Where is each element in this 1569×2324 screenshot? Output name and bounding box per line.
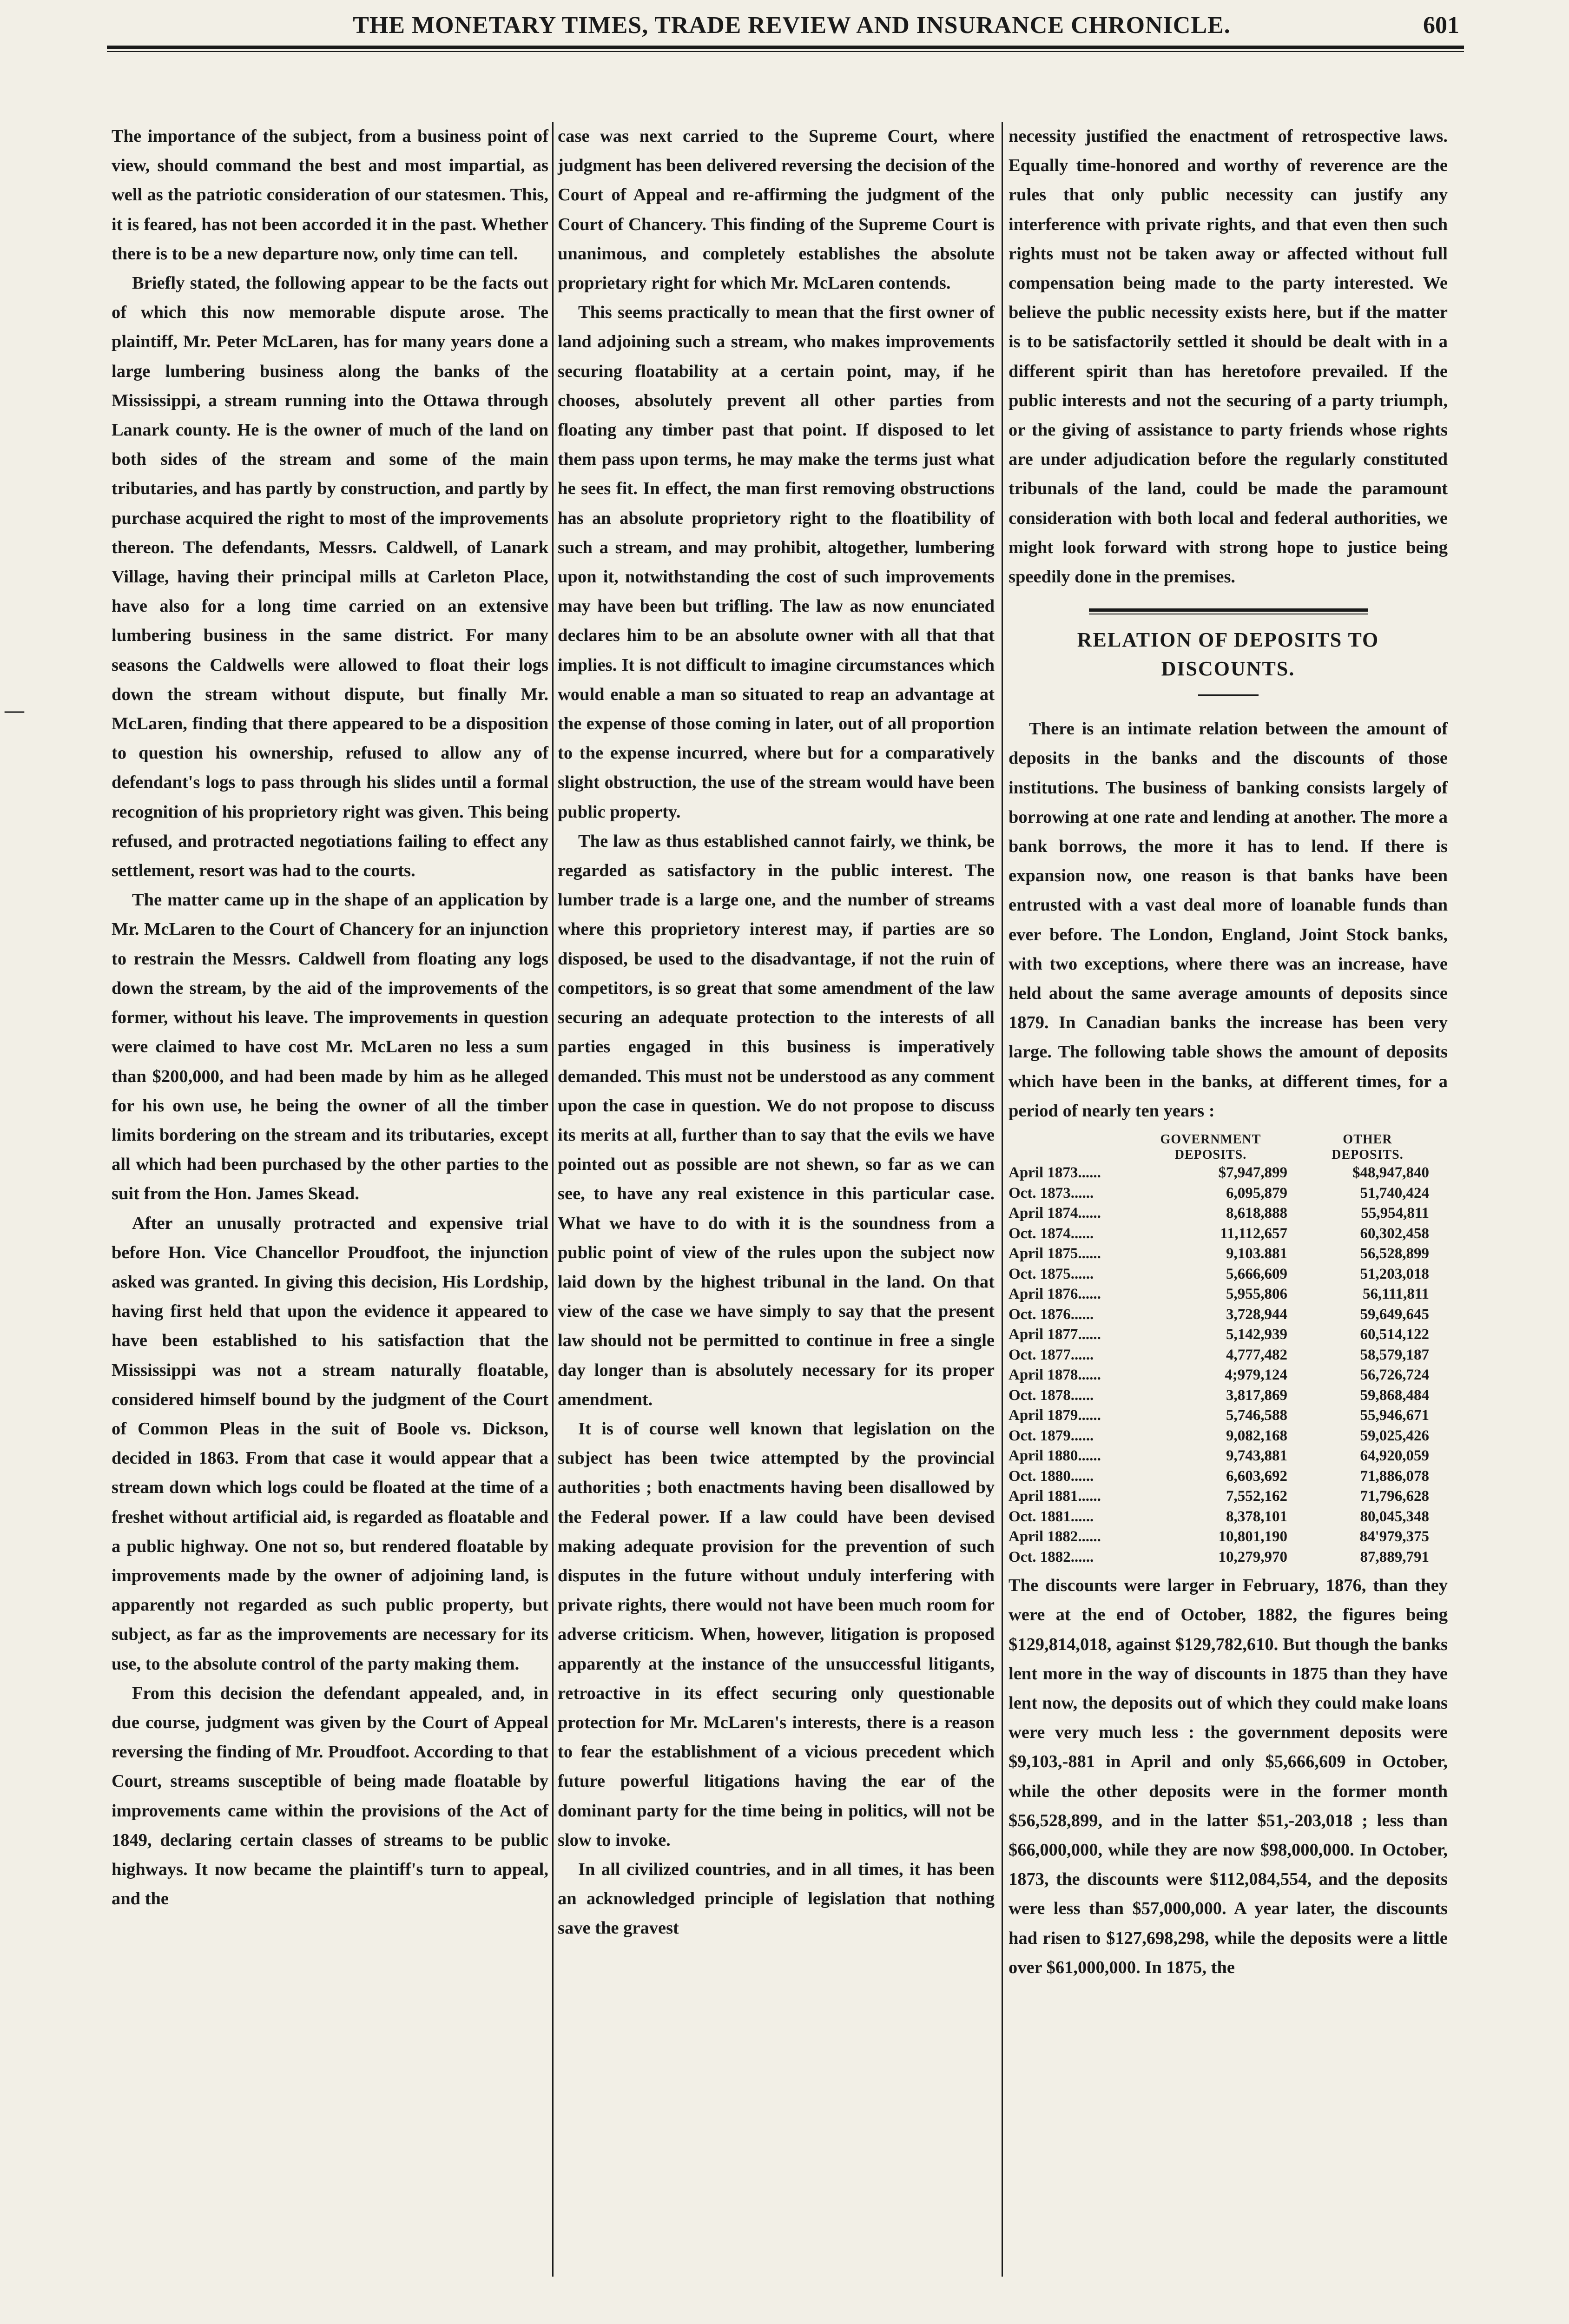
- table-row: [1009, 1446, 1448, 1466]
- deposits-table: [1009, 1131, 1448, 1567]
- table-row: [1009, 1325, 1448, 1345]
- other-deposits-cell: 60,302,458: [1360, 1225, 1429, 1242]
- table-row: [1009, 1365, 1448, 1386]
- period-cell: April 1875......: [1009, 1245, 1101, 1262]
- page-number: 601: [1423, 12, 1459, 39]
- header-line: OTHER: [1343, 1132, 1392, 1147]
- margin-mark: —: [5, 700, 24, 721]
- government-deposits-cell: 6,603,692: [1226, 1467, 1287, 1485]
- table-row: [1009, 1203, 1448, 1224]
- table-body: [1009, 1163, 1448, 1567]
- table-row: [1009, 1345, 1448, 1366]
- government-deposits-cell: 9,103.881: [1226, 1245, 1287, 1262]
- header-rule-thin: [107, 51, 1464, 52]
- table-row: [1009, 1527, 1448, 1547]
- section-rule: [1089, 608, 1368, 612]
- period-cell: Oct. 1879......: [1009, 1427, 1094, 1444]
- government-deposits-cell: 5,142,939: [1226, 1326, 1287, 1343]
- period-cell: Oct. 1880......: [1009, 1467, 1094, 1485]
- header-line: GOVERNMENT: [1160, 1132, 1261, 1147]
- government-deposits-cell: 8,378,101: [1226, 1508, 1287, 1525]
- period-cell: April 1878......: [1009, 1367, 1101, 1384]
- table-row: [1009, 1305, 1448, 1325]
- other-deposits-cell: 64,920,059: [1360, 1447, 1429, 1465]
- period-cell: April 1877......: [1009, 1326, 1101, 1343]
- column-divider: [552, 122, 554, 2277]
- table-row: [1009, 1386, 1448, 1406]
- table-row: [1009, 1507, 1448, 1527]
- government-deposits-cell: 10,801,190: [1218, 1528, 1287, 1545]
- other-deposits-cell: 56,111,811: [1362, 1286, 1429, 1303]
- paragraph: From this decision the defendant appealed, and, in due course, judgment was given by the Court of Appeal reversing the finding of Mr. Proudfoot. According to that Court, streams susceptible of being made floatable by improvements came within the provisions of the Act of 1849, declaring certain classes of streams to be public highways. It now became the plaintiff's turn to appeal, and the: [112, 1683, 548, 1909]
- government-deposits-cell: 4;979,124: [1225, 1367, 1287, 1384]
- other-deposits-cell: 87,889,791: [1360, 1548, 1429, 1565]
- other-deposits-cell: 56,528,899: [1360, 1245, 1429, 1262]
- column-middle: [558, 122, 995, 1943]
- paragraph: The matter came up in the shape of an application by Mr. McLaren to the Court of Chancery for an injunction to restrain the Messrs. Caldwell from floating any logs down the stream, by the aid of the improvements of the former, without his leave. The improvements in question were claimed to have cost Mr. McLaren no less a sum than $200,000, and had been made by him as he alleged for his own use, he being the owner of all the timber limits bordering on the stream and its tributaries, except all which had been purchased by the other parties to the suit from the Hon. James Skead.: [112, 890, 548, 1204]
- period-cell: Oct. 1875......: [1009, 1265, 1094, 1282]
- table-row: [1009, 1547, 1448, 1568]
- column-header-other: [1287, 1131, 1448, 1163]
- period-cell: April 1881......: [1009, 1488, 1101, 1505]
- government-deposits-cell: $7,947,899: [1218, 1164, 1287, 1182]
- title-underline: [1198, 694, 1259, 696]
- other-deposits-cell: 80,045,348: [1360, 1508, 1429, 1525]
- paragraph: There is an intimate relation between the amount of deposits in the banks and the discounts of those institutions. The business of banking consists largely of borrowing at one rate and lending at another. The more a bank borrows, the more it has to lend. If there is expansion now, one reason is that banks have been entrusted with a vast deal more of loanable funds than ever before. The London, England, Joint Stock banks, with two exceptions, where there was an increase, have held about the same average amounts of deposits since 1879. In Canadian banks the increase has been very large. The following table shows the amount of deposits which have been in the banks, at different times, for a period of nearly ten years :: [1009, 719, 1448, 1121]
- period-cell: April 1876......: [1009, 1286, 1101, 1303]
- government-deposits-cell: 5,666,609: [1226, 1265, 1287, 1282]
- table-row: [1009, 1163, 1448, 1183]
- column-divider: [1002, 122, 1003, 2277]
- paragraph: necessity justified the enactment of retrospective laws. Equally time-honored and worthy of reverence are the rules that only public necessity can justify any interference with private rights, and that even then such rights must not be taken away or affected without full compensation being made to the party interested. We believe the public necessity exists here, but if the matter is to be satisfactorily settled it should be dealt with in a different spirit than has heretofore prevailed. If the public interests and not the securing of a party triumph, or the giving of assistance to party friends whose rights are under adjudication before the regularly constituted tribunals of the land, could be made the paramount consideration with both local and federal authorities, we might look forward with strong hope to justice being speedily done in the premises.: [1009, 126, 1448, 587]
- section-title: [1009, 626, 1448, 683]
- other-deposits-cell: 51,203,018: [1360, 1265, 1429, 1282]
- other-deposits-cell: $48,947,840: [1352, 1164, 1429, 1182]
- other-deposits-cell: 56,726,724: [1360, 1367, 1429, 1384]
- other-deposits-cell: 59,868,484: [1360, 1386, 1429, 1404]
- government-deposits-cell: 10,279,970: [1218, 1548, 1287, 1565]
- period-cell: Oct. 1874......: [1009, 1225, 1094, 1242]
- table-row: [1009, 1183, 1448, 1204]
- government-deposits-cell: 9,082,168: [1226, 1427, 1287, 1444]
- period-cell: Oct. 1876......: [1009, 1306, 1094, 1323]
- period-cell: April 1873......: [1009, 1164, 1101, 1182]
- table-row: [1009, 1426, 1448, 1446]
- table-row: [1009, 1406, 1448, 1426]
- paragraph: The discounts were larger in February, 1876, than they were at the end of October, 1882, the figures being $129,814,018, against $129,782,610. But though the banks lent more in the way of discounts in 1875 than they have lent now, the deposits out of which they could make loans were very much less : the government deposits were $9,103,-881 in April and only $5,666,609 in October, while the other deposits were in the former month $56,528,899, and in the latter $51,-203,018 ; less than $66,000,000, while they are now $98,000,000. In October, 1873, the discounts were $112,084,554, and the deposits were less than $57,000,000. A year later, the discounts had risen to $127,698,298, while the deposits were a little over $61,000,000. In 1875, the: [1009, 1576, 1448, 1977]
- other-deposits-cell: 71,796,628: [1360, 1488, 1429, 1505]
- other-deposits-cell: 71,886,078: [1360, 1467, 1429, 1485]
- paragraph: This seems practically to mean that the first owner of land adjoining such a stream, who makes improvements securing floatability at a certain point, may, if he chooses, absolutely prevent all other parties from floating any timber past that point. If disposed to let them pass upon terms, he may make the terms just what he sees fit. In effect, the man first removing obstructions has an absolute proprietory right to the floatibility of such a stream, and may prohibit, altogether, lumbering upon it, notwithstanding the cost of such improvements may have been but trifling. The law as now enunciated declares him to be an absolute owner with all that that implies. It is not difficult to imagine circumstances which would enable a man so situated to reap an advantage at the expense of those coming in later, out of all proportion to the expense incurred, where but for a comparatively slight obstruction, the use of the stream would have been public property.: [558, 303, 995, 822]
- section-title-line: RELATION OF DEPOSITS TO: [1077, 628, 1379, 652]
- paragraph: case was next carried to the Supreme Court, where judgment has been delivered reversing the decision of the Court of Appeal and re-affirming the judgment of the Court of Chancery. This finding of the Supreme Court is unanimous, and completely establishes the absolute proprietary right for which Mr. McLaren contends.: [558, 126, 995, 293]
- government-deposits-cell: 7,552,162: [1226, 1488, 1287, 1505]
- table-row: [1009, 1466, 1448, 1487]
- other-deposits-cell: 55,954,811: [1361, 1205, 1429, 1222]
- period-cell: Oct. 1873......: [1009, 1184, 1094, 1202]
- other-deposits-cell: 60,514,122: [1360, 1326, 1429, 1343]
- other-deposits-cell: 58,579,187: [1360, 1346, 1429, 1363]
- table-row: [1009, 1264, 1448, 1285]
- column-header-government: [1134, 1131, 1287, 1163]
- paragraph: Briefly stated, the following appear to be the facts out of which this now memorable dispute arose. The plaintiff, Mr. Peter McLaren, has for many years done a large lumbering business along the banks of the Mississippi, a stream running into the Ottawa through Lanark county. He is the owner of much of the land on both sides of the stream and some of the main tributaries, and has partly by construction, and partly by purchase acquired the right to most of the improvements thereon. The defendants, Messrs. Caldwell, of Lanark Village, having their principal mills at Carleton Place, have also for a long time carried on an extensive lumbering business in the same district. For many seasons the Caldwells were allowed to float their logs down the stream without dispute, but finally Mr. McLaren, finding that there appeared to be a disposition to question his ownership, refused to allow any of defendant's logs to pass through his slides until a formal recognition of his proprietory right was given. This being refused, and protracted negotiations failing to effect any settlement, resort was had to the courts.: [112, 273, 548, 881]
- page-header: [109, 11, 1459, 39]
- other-deposits-cell: 55,946,671: [1360, 1407, 1429, 1424]
- period-cell: Oct. 1877......: [1009, 1346, 1094, 1363]
- table-row: [1009, 1224, 1448, 1244]
- table-header-row: [1009, 1131, 1448, 1163]
- period-cell: Oct. 1878......: [1009, 1386, 1094, 1404]
- government-deposits-cell: 9,743,881: [1226, 1447, 1287, 1465]
- table-row: [1009, 1284, 1448, 1305]
- government-deposits-cell: 11,112,657: [1220, 1225, 1287, 1242]
- government-deposits-cell: 3,728,944: [1226, 1306, 1287, 1323]
- header-line: DEPOSITS.: [1174, 1148, 1247, 1162]
- government-deposits-cell: 3,817,869: [1226, 1386, 1287, 1404]
- table-row: [1009, 1244, 1448, 1264]
- column-left: [112, 122, 548, 1914]
- header-title: THE MONETARY TIMES, TRADE REVIEW AND INSURANCE CHRONICLE.: [353, 12, 1231, 39]
- paragraph: In all civilized countries, and in all times, it has been an acknowledged principle of legislation that nothing save the gravest: [558, 1859, 995, 1938]
- period-cell: Oct. 1881......: [1009, 1508, 1094, 1525]
- period-cell: April 1880......: [1009, 1447, 1101, 1465]
- paragraph: The law as thus established cannot fairly, we think, be regarded as satisfactory in the public interest. The lumber trade is a large one, and the number of streams where this proprietory interest may, if parties are so disposed, be used to the disadvantage, if not the ruin of competitors, is so great that some amendment of the law securing an adequate protection to the interests of all parties engaged in this business is imperatively demanded. This must not be understood as any comment upon the case in question. We do not propose to discuss its merits at all, further than to say that the evils we have pointed out as possible are not shewn, so far as we can see, to have any real existence in this particular case. What we have to do with it is the soundness from a public point of view of the rules upon the subject now laid down by the highest tribunal in the land. On that view of the case we have simply to say that the present law should not be permitted to continue in free a single day longer than is absolutely necessary for its proper amendment.: [558, 831, 995, 1409]
- government-deposits-cell: 5,746,588: [1226, 1407, 1287, 1424]
- period-cell: April 1879......: [1009, 1407, 1101, 1424]
- table-row: [1009, 1486, 1448, 1507]
- period-cell: Oct. 1882......: [1009, 1548, 1094, 1565]
- other-deposits-cell: 59,025,426: [1360, 1427, 1429, 1444]
- section-title-line: DISCOUNTS.: [1161, 657, 1295, 680]
- government-deposits-cell: 5,955,806: [1226, 1286, 1287, 1303]
- period-cell: April 1874......: [1009, 1205, 1101, 1222]
- other-deposits-cell: 84'979,375: [1359, 1528, 1429, 1545]
- column-right: [1009, 122, 1448, 1982]
- paragraph: After an unusally protracted and expensive trial before Hon. Vice Chancellor Proudfoot, the injunction asked was granted. In giving this decision, His Lordship, having first held that upon the evidence it appeared to have been established to his satisfaction that the Mississippi was not a stream naturally floatable, considered himself bound by the judgment of the Court of Common Pleas in the suit of Boole vs. Dickson, decided in 1863. From that case it would appear that a stream down which logs could be floated at the time of a freshet without artificial aid, is regarded as floatable and a public highway. One not so, but rendered floatable by improvements made by the owner of adjoining land, is apparently not regarded as such public property, but subject, as far as the improvements are necessary for its use, to the absolute control of the party making them.: [112, 1213, 548, 1674]
- paragraph: It is of course well known that legislation on the subject has been twice attempted by the provincial authorities ; both enactments having been disallowed by the Federal power. If a law could have been devised making adequate provision for the prevention of such disputes in the future without unduly interfering with private rights, there would not have been much room for adverse criticism. When, however, litigation is proposed apparently at the instance of the unsuccessful litigants, retroactive in its effect securing only questionable protection for Mr. McLaren's interests, there is a reason to fear the establishment of a vicious precedent which future powerful litigations having the ear of the dominant party for the time being in politics, will not be slow to invoke.: [558, 1419, 995, 1850]
- period-cell: April 1882......: [1009, 1528, 1101, 1545]
- government-deposits-cell: 8,618,888: [1226, 1205, 1287, 1222]
- other-deposits-cell: 51,740,424: [1360, 1184, 1429, 1202]
- header-rule: [107, 46, 1464, 49]
- government-deposits-cell: 4,777,482: [1226, 1346, 1287, 1363]
- government-deposits-cell: 6,095,879: [1226, 1184, 1287, 1202]
- paragraph: The importance of the subject, from a business point of view, should command the best and most impartial, as well as the patriotic consideration of our statesmen. This, it is feared, has not been accorded it in the past. Whether there is to be a new departure now, only time can tell.: [112, 126, 548, 264]
- other-deposits-cell: 59,649,645: [1360, 1306, 1429, 1323]
- header-line: DEPOSITS.: [1332, 1148, 1404, 1162]
